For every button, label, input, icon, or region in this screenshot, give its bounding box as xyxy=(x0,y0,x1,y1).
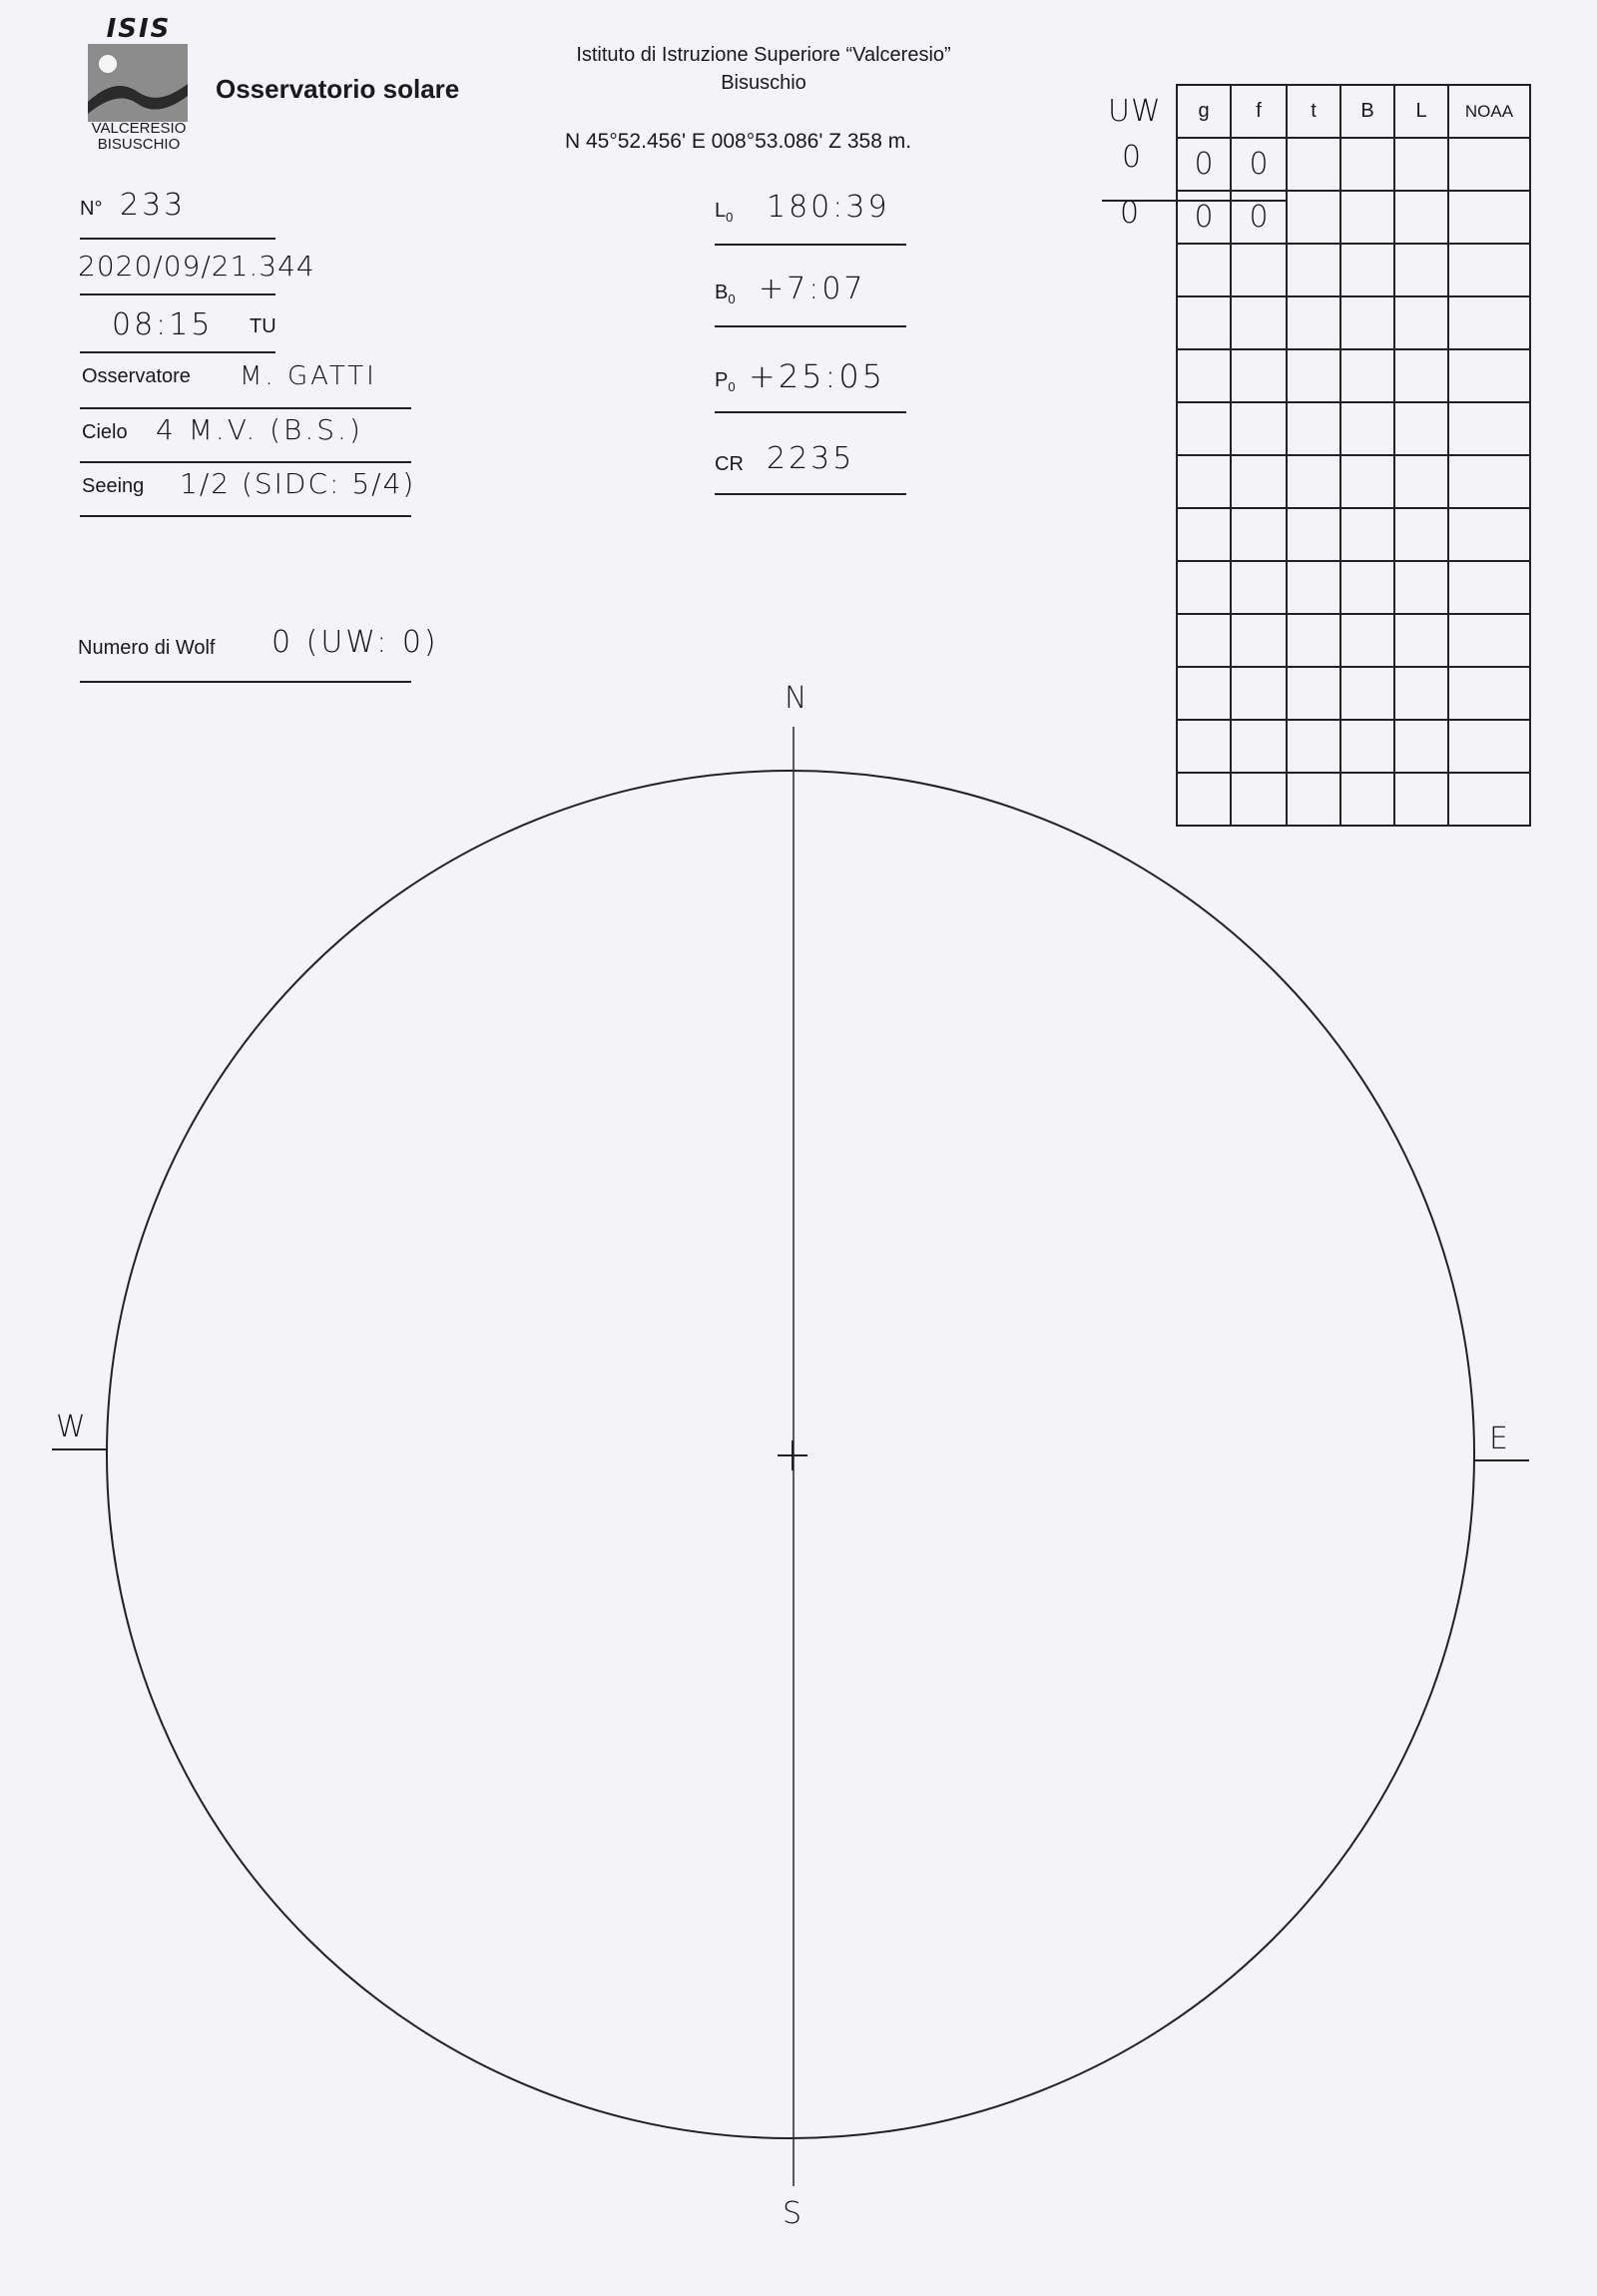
table-row xyxy=(1177,296,1530,349)
observer-label: Osservatore xyxy=(82,365,191,387)
cell-g xyxy=(1177,508,1231,561)
cell-g xyxy=(1177,455,1231,508)
time-unit: TU xyxy=(250,315,276,337)
cell-l xyxy=(1394,402,1448,455)
table-row xyxy=(1177,402,1530,455)
cell-g xyxy=(1177,402,1231,455)
b0-value: +7:07 xyxy=(759,272,866,306)
p0-underline xyxy=(715,411,906,413)
uw-header: UW xyxy=(1108,94,1162,129)
cell-f xyxy=(1231,244,1287,296)
cell-t xyxy=(1287,244,1340,296)
seeing-underline xyxy=(80,515,411,517)
cell-l xyxy=(1394,296,1448,349)
cell-t xyxy=(1287,191,1340,244)
time-value: 08:15 xyxy=(112,307,214,342)
isis-logo xyxy=(84,14,194,154)
observatory-title: Osservatorio solare xyxy=(216,74,460,104)
cell-noaa xyxy=(1448,349,1530,402)
cell-f xyxy=(1231,402,1287,455)
cell-noaa xyxy=(1448,244,1530,296)
east-label: E xyxy=(1489,1422,1508,1456)
cell-g xyxy=(1177,244,1231,296)
time-underline xyxy=(80,351,275,353)
header-b: B xyxy=(1340,85,1394,138)
table-row xyxy=(1177,455,1530,508)
solar-disk-drawing xyxy=(0,659,1597,2256)
sky-value: 4 M.V. (B.S.) xyxy=(156,413,363,446)
cell-b xyxy=(1340,191,1394,244)
cell-l xyxy=(1394,561,1448,614)
wolf-label: Numero di Wolf xyxy=(78,637,216,659)
cell-f xyxy=(1231,349,1287,402)
cell-l xyxy=(1394,191,1448,244)
west-label: W xyxy=(56,1410,86,1444)
wolf-value: 0 (UW: 0) xyxy=(271,625,439,660)
institute-name: Istituto di Istruzione Superiore “Valceresio” xyxy=(576,44,951,66)
institute-city: Bisuschio xyxy=(721,72,806,94)
cell-noaa xyxy=(1448,455,1530,508)
south-label: S xyxy=(783,2196,802,2231)
table-row xyxy=(1177,244,1530,296)
cell-f xyxy=(1231,508,1287,561)
header-f: f xyxy=(1231,85,1287,138)
observer-underline xyxy=(80,407,411,409)
p0-label: $P_0$ xyxy=(715,369,736,394)
header-noaa: NOAA xyxy=(1448,85,1530,138)
cell-t xyxy=(1287,402,1340,455)
date-value: 2020/09/21.344 xyxy=(78,250,315,283)
cell-t xyxy=(1287,455,1340,508)
date-underline xyxy=(80,293,275,295)
cell-g: 0 xyxy=(1177,138,1231,191)
cr-value: 2235 xyxy=(767,441,855,476)
cell-noaa xyxy=(1448,191,1530,244)
sky-label: Cielo xyxy=(82,421,128,443)
p0-value: +25:05 xyxy=(749,357,886,395)
cell-t xyxy=(1287,508,1340,561)
seeing-value: 1/2 (SIDC: 5/4) xyxy=(180,467,416,500)
cell-f: 0 xyxy=(1231,191,1287,244)
logo-emblem-icon xyxy=(88,44,188,122)
cell-noaa xyxy=(1448,561,1530,614)
observer-value: M. GATTI xyxy=(240,361,377,391)
uw-row1-value: 0 xyxy=(1122,140,1145,175)
cell-g: 0 xyxy=(1177,191,1231,244)
sky-underline xyxy=(80,461,411,463)
cell-g xyxy=(1177,349,1231,402)
header-l: L xyxy=(1394,85,1448,138)
cell-t xyxy=(1287,296,1340,349)
north-label: N xyxy=(785,681,807,716)
cell-l xyxy=(1394,138,1448,191)
cell-t xyxy=(1287,138,1340,191)
cell-b xyxy=(1340,349,1394,402)
cell-b xyxy=(1340,244,1394,296)
l0-underline xyxy=(715,244,906,246)
cell-g xyxy=(1177,561,1231,614)
cell-b xyxy=(1340,402,1394,455)
cell-f xyxy=(1231,296,1287,349)
uw-row2-value: 0 xyxy=(1120,196,1143,231)
b0-underline xyxy=(715,325,906,327)
cell-f: 0 xyxy=(1231,138,1287,191)
cell-b xyxy=(1340,138,1394,191)
cell-l xyxy=(1394,455,1448,508)
table-header-row xyxy=(1177,85,1530,138)
logo-wordmark: ISIS xyxy=(106,14,172,44)
header-g: g xyxy=(1177,85,1231,138)
logo-line1: VALCERESIO xyxy=(91,120,187,137)
b0-label: $B_0$ xyxy=(715,282,736,306)
number-underline xyxy=(80,238,275,240)
seeing-label: Seeing xyxy=(82,475,145,497)
site-coordinates: N 45°52.456' E 008°53.086' Z 358 m. xyxy=(565,130,912,153)
l0-value: 180:39 xyxy=(767,190,890,225)
table-row xyxy=(1177,191,1530,244)
cell-b xyxy=(1340,508,1394,561)
cell-b xyxy=(1340,296,1394,349)
cell-noaa xyxy=(1448,296,1530,349)
cr-underline xyxy=(715,493,906,495)
cell-l xyxy=(1394,349,1448,402)
number-label: N° xyxy=(80,198,103,220)
cell-l xyxy=(1394,508,1448,561)
table-row xyxy=(1177,508,1530,561)
table-row xyxy=(1177,561,1530,614)
cr-label: CR xyxy=(715,453,744,475)
cell-b xyxy=(1340,561,1394,614)
l0-label: $L_0$ xyxy=(715,200,734,225)
header-t: t xyxy=(1287,85,1340,138)
cell-t xyxy=(1287,561,1340,614)
cell-noaa xyxy=(1448,508,1530,561)
table-row xyxy=(1177,349,1530,402)
number-value: 233 xyxy=(120,188,187,223)
cell-l xyxy=(1394,244,1448,296)
cell-noaa xyxy=(1448,138,1530,191)
cell-g xyxy=(1177,296,1231,349)
table-row xyxy=(1177,138,1530,191)
cell-f xyxy=(1231,455,1287,508)
cell-f xyxy=(1231,561,1287,614)
logo-line2: BISUSCHIO xyxy=(97,136,181,153)
cell-t xyxy=(1287,349,1340,402)
cell-b xyxy=(1340,455,1394,508)
cell-noaa xyxy=(1448,402,1530,455)
